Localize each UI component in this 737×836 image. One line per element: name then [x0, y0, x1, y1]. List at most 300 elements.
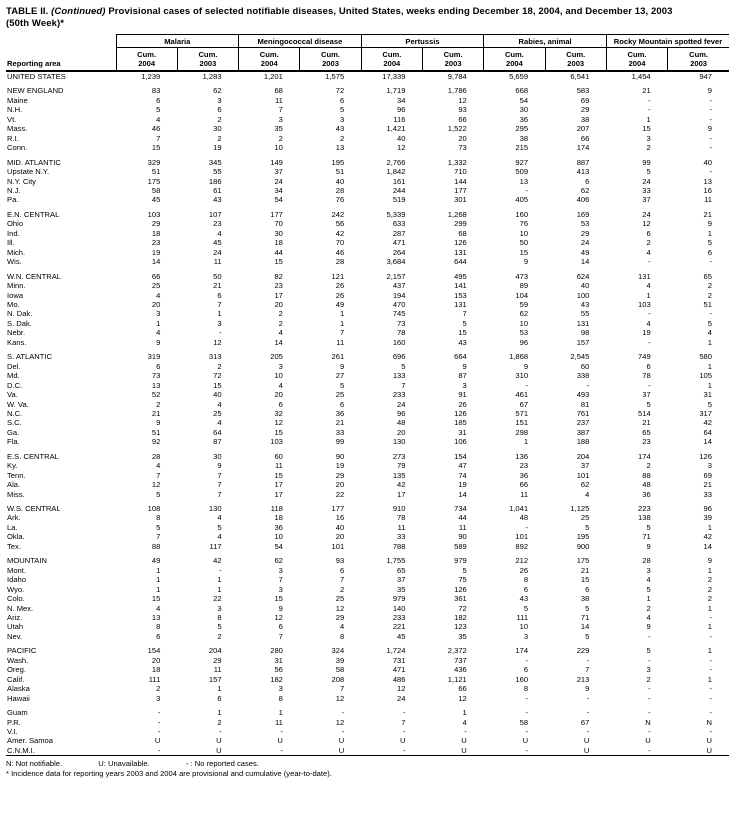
value-cell: 67 — [580, 717, 590, 727]
value-cell: 9 — [585, 684, 590, 694]
value-cell: 37 — [274, 167, 283, 177]
value-cell: 51 — [335, 167, 345, 177]
table-row-r-i — [6, 134, 729, 143]
value-cell: 29 — [580, 105, 590, 115]
reporting-area-cell: S. ATLANTIC — [7, 352, 53, 362]
value-cell: 42 — [703, 532, 712, 542]
value-cell: 436 — [454, 665, 467, 675]
value-cell: 4 — [217, 513, 222, 523]
value-cell: 34 — [397, 95, 406, 105]
value-cell: 493 — [576, 390, 590, 400]
value-cell: 237 — [576, 418, 590, 428]
value-cell: 11 — [336, 337, 345, 347]
value-cell: - — [648, 257, 651, 267]
table-title-label: TABLE II. — [6, 6, 49, 17]
reporting-area-cell: Wyo. — [7, 584, 25, 594]
value-cell: 16 — [335, 513, 345, 523]
table-row-ga — [6, 428, 729, 437]
value-cell: - — [157, 717, 161, 727]
value-cell: 1 — [707, 646, 712, 656]
reporting-area-cell: UNITED STATES — [7, 72, 66, 81]
value-cell: 26 — [335, 281, 345, 291]
value-cell: 1 — [646, 290, 651, 300]
value-cell: 644 — [454, 257, 467, 267]
value-cell: 5 — [585, 631, 590, 641]
value-cell: 100 — [576, 290, 590, 300]
value-cell: - — [402, 727, 406, 736]
reporting-area-cell: MID. ATLANTIC — [7, 157, 61, 167]
reporting-area-cell: Mich. — [7, 247, 26, 257]
value-cell: 53 — [580, 219, 590, 229]
value-cell: 54 — [519, 95, 529, 105]
value-cell: 6 — [339, 399, 345, 409]
value-cell: 29 — [335, 613, 345, 623]
value-cell: 8 — [217, 613, 222, 623]
reporting-area-cell: W.N. CENTRAL — [7, 271, 62, 281]
value-cell: 71 — [580, 613, 590, 623]
table-row-upstate-n-y — [6, 167, 729, 176]
value-cell: 9 — [707, 219, 712, 229]
value-cell: 1 — [156, 318, 161, 328]
value-cell: 58 — [151, 185, 161, 195]
value-cell: 10 — [274, 371, 283, 381]
value-cell: 19 — [458, 480, 467, 490]
value-cell: 48 — [397, 418, 406, 428]
value-cell: U — [706, 736, 712, 746]
value-cell: - — [525, 185, 529, 195]
value-cell: 204 — [576, 451, 590, 461]
value-cell: 66 — [458, 114, 467, 124]
value-cell: 7 — [339, 328, 345, 338]
value-cell: 31 — [274, 655, 283, 665]
reporting-area-cell: V.I. — [7, 727, 18, 736]
value-cell: 36 — [519, 470, 529, 480]
table-row-nebr — [6, 328, 729, 337]
table-row-n-dak — [6, 309, 729, 318]
value-cell: 1 — [707, 361, 712, 371]
value-cell: 3 — [278, 565, 283, 575]
value-cell: 28 — [151, 451, 161, 461]
value-cell: U — [338, 736, 345, 746]
value-cell: 21 — [335, 418, 345, 428]
value-cell: 93 — [335, 556, 345, 566]
value-cell: 19 — [642, 328, 651, 338]
value-cell: 20 — [335, 480, 345, 490]
value-cell: 213 — [576, 674, 590, 684]
value-cell: 2 — [707, 575, 712, 585]
value-cell: 18 — [151, 665, 161, 675]
value-cell: 9 — [707, 124, 712, 134]
value-cell: 186 — [208, 176, 222, 186]
value-cell: 15 — [458, 328, 467, 338]
value-cell: 66 — [580, 133, 590, 143]
value-cell: 72 — [458, 603, 467, 613]
table-row-nev — [6, 632, 729, 641]
value-cell: 3 — [156, 693, 161, 703]
reporting-area-cell: Mo. — [7, 299, 20, 309]
value-cell: 1 — [217, 708, 222, 718]
value-cell: - — [709, 655, 712, 665]
table-row-n-c — [6, 409, 729, 418]
value-cell: - — [586, 727, 590, 736]
reporting-area-cell: Md. — [7, 371, 20, 381]
value-cell: 892 — [515, 541, 529, 551]
value-cell: 7 — [156, 532, 161, 542]
reporting-area-cell: Wis. — [7, 257, 22, 267]
reporting-area-cell: Mass. — [7, 124, 28, 134]
value-cell: 103 — [147, 209, 161, 219]
value-cell: 6 — [339, 565, 345, 575]
value-cell: 2 — [217, 361, 222, 371]
value-cell: U — [645, 736, 651, 746]
value-cell: 1 — [339, 309, 345, 319]
value-cell: 486 — [392, 674, 406, 684]
value-cell: 53 — [519, 328, 529, 338]
value-cell: 138 — [638, 513, 651, 523]
table-row-kans — [6, 338, 729, 347]
value-cell: 88 — [642, 470, 651, 480]
value-cell: 96 — [703, 504, 712, 514]
table-row-okla — [6, 532, 729, 541]
reporting-area-cell: NEW ENGLAND — [7, 86, 64, 96]
value-cell: 12 — [274, 613, 283, 623]
value-cell: 1 — [217, 584, 222, 594]
value-cell: 7 — [217, 480, 222, 490]
value-cell: 36 — [642, 489, 651, 499]
value-cell: 509 — [515, 167, 529, 177]
value-cell: 7 — [217, 299, 222, 309]
value-cell: 83 — [151, 86, 161, 96]
value-cell: 212 — [515, 556, 529, 566]
value-cell: 2 — [646, 461, 651, 471]
value-cell: 9 — [707, 556, 712, 566]
value-cell: 979 — [392, 594, 406, 604]
table-row-ill — [6, 238, 729, 247]
value-cell: 30 — [213, 124, 222, 134]
value-cell: 6 — [217, 105, 222, 115]
value-cell: 19 — [151, 247, 161, 257]
value-cell: 6 — [156, 361, 161, 371]
value-cell: 21 — [703, 209, 712, 219]
value-cell: 5 — [156, 105, 161, 115]
value-cell: 126 — [454, 238, 467, 248]
value-cell: 2 — [707, 584, 712, 594]
value-cell: 40 — [703, 157, 712, 167]
value-cell: 470 — [392, 299, 406, 309]
value-cell: - — [341, 708, 345, 718]
value-cell: 7 — [278, 105, 283, 115]
value-cell: 54 — [274, 195, 283, 205]
group-header-row — [6, 35, 729, 48]
table-row-w-s-central — [6, 504, 729, 513]
value-cell: 62 — [580, 185, 590, 195]
value-cell: - — [709, 708, 712, 718]
value-cell: 52 — [151, 390, 161, 400]
value-cell: 72 — [335, 86, 345, 96]
value-cell: 136 — [515, 451, 529, 461]
value-cell: 696 — [392, 352, 406, 362]
value-cell: 5 — [156, 489, 161, 499]
reporting-area-cell: N.J. — [7, 185, 21, 195]
value-cell: 37 — [642, 195, 651, 205]
value-cell: 1 — [707, 522, 712, 532]
reporting-area-cell: Ariz. — [7, 613, 23, 623]
value-cell: 205 — [270, 352, 283, 362]
reporting-area-cell: Colo. — [7, 594, 25, 604]
value-cell: 11 — [275, 461, 283, 471]
table-row-s-dak — [6, 319, 729, 328]
column-group-rocky-mountain-spotted-fever: Rocky Mountain spotted fever — [606, 35, 729, 48]
value-cell: 12 — [335, 693, 345, 703]
table-row-n-mex — [6, 604, 729, 613]
reporting-area-cell: Mont. — [7, 565, 26, 575]
table-row-maine — [6, 96, 729, 105]
value-cell: 12 — [397, 143, 406, 153]
value-cell: 2 — [156, 684, 161, 694]
table-row-md — [6, 371, 729, 380]
value-cell: 3 — [278, 584, 283, 594]
value-cell: 5 — [523, 603, 529, 613]
value-cell: - — [709, 727, 712, 736]
value-cell: 2 — [217, 133, 222, 143]
value-cell: 33 — [703, 489, 712, 499]
value-cell: 19 — [335, 461, 345, 471]
table-row-tenn — [6, 471, 729, 480]
value-cell: 51 — [703, 299, 712, 309]
column-group-meningococcal-disease: Meningococcal disease — [239, 35, 362, 48]
value-cell: 745 — [392, 309, 406, 319]
value-cell: U — [461, 736, 467, 746]
value-cell: 910 — [392, 504, 406, 514]
value-cell: 2 — [156, 399, 161, 409]
value-cell: 42 — [213, 556, 222, 566]
reporting-area-cell: Maine — [7, 95, 28, 105]
reporting-area-cell: C.N.M.I. — [7, 745, 35, 755]
value-cell: 3 — [278, 114, 283, 124]
table-title-text: Provisional cases of selected notifiable diseases, United States, weeks ending December 18, 2004, and December 13, 2003 — [108, 6, 673, 17]
value-cell: 90 — [458, 532, 467, 542]
table-row-del — [6, 362, 729, 371]
value-cell: 1 — [646, 114, 651, 124]
value-cell: 233 — [392, 390, 406, 400]
value-cell: 215 — [515, 143, 529, 153]
value-cell: 20 — [151, 299, 161, 309]
value-cell: 26 — [519, 565, 529, 575]
value-cell: - — [709, 143, 712, 153]
column-group-rabies-animal: Rabies, animal — [484, 35, 607, 48]
reporting-area-cell: Tex. — [7, 541, 21, 551]
value-cell: 7 — [278, 575, 283, 585]
value-cell: 22 — [213, 594, 222, 604]
value-cell: 10 — [519, 318, 529, 328]
value-cell: 194 — [392, 290, 406, 300]
value-cell: 11 — [275, 95, 283, 105]
subheader-rmsf-cum-2004: Cum. 2004 — [606, 48, 667, 72]
value-cell: 39 — [703, 513, 712, 523]
value-cell: 437 — [392, 281, 406, 291]
value-cell: 101 — [576, 470, 590, 480]
value-cell: 8 — [156, 513, 161, 523]
value-cell: 15 — [274, 470, 283, 480]
table-row-wyo — [6, 585, 729, 594]
value-cell: 1 — [707, 380, 712, 390]
subheader-rabies-cum-2003: Cum. 2003 — [545, 48, 606, 72]
value-cell: 24 — [397, 693, 406, 703]
value-cell: 473 — [515, 271, 529, 281]
value-cell: 4 — [278, 328, 283, 338]
value-cell: 117 — [209, 541, 222, 551]
value-cell: 14 — [703, 437, 712, 447]
value-cell: 9 — [156, 418, 161, 428]
value-cell: - — [525, 380, 529, 390]
value-cell: 4 — [646, 575, 651, 585]
value-cell: 15 — [274, 427, 283, 437]
value-cell: - — [709, 631, 712, 641]
value-cell: 6 — [278, 622, 283, 632]
value-cell: 14 — [703, 541, 712, 551]
value-cell: 7 — [401, 717, 406, 727]
value-cell: 49 — [151, 556, 161, 566]
value-cell: 900 — [576, 541, 590, 551]
value-cell: 1,125 — [570, 504, 590, 514]
value-cell: 8 — [278, 693, 283, 703]
value-cell: 35 — [274, 124, 283, 134]
table-row-n-j — [6, 186, 729, 195]
value-cell: 182 — [454, 613, 467, 623]
value-cell: 8 — [523, 575, 529, 585]
value-cell: 1,041 — [509, 504, 529, 514]
reporting-area-cell: E.N. CENTRAL — [7, 209, 60, 219]
reporting-area-cell: N.Y. City — [7, 176, 36, 186]
reporting-area-cell: Ga. — [7, 427, 20, 437]
value-cell: 66 — [458, 684, 467, 694]
table-row-mont — [6, 566, 729, 575]
reporting-area-cell: Upstate N.Y. — [7, 167, 50, 177]
table-row-hawaii — [6, 694, 729, 703]
value-cell: - — [648, 380, 651, 390]
value-cell: 90 — [335, 451, 345, 461]
value-cell: 1,719 — [386, 86, 406, 96]
value-cell: 1 — [217, 309, 222, 319]
value-cell: 4 — [156, 603, 161, 613]
value-cell: 4 — [646, 247, 651, 257]
value-cell: 78 — [397, 328, 406, 338]
value-cell: 68 — [274, 86, 283, 96]
value-cell: - — [157, 745, 161, 755]
value-cell: 4 — [217, 399, 222, 409]
value-cell: 2,372 — [447, 646, 467, 656]
value-cell: 13 — [703, 176, 712, 186]
value-cell: 70 — [335, 238, 345, 248]
value-cell: 5,339 — [386, 209, 406, 219]
value-cell: 20 — [397, 427, 406, 437]
value-cell: 6 — [278, 399, 283, 409]
value-cell: 3 — [707, 461, 712, 471]
value-cell: 1 — [523, 437, 529, 447]
value-cell: 30 — [274, 228, 283, 238]
value-cell: 3,684 — [386, 257, 406, 267]
value-cell: 98 — [580, 328, 590, 338]
value-cell: 29 — [213, 655, 222, 665]
value-cell: 24 — [580, 238, 590, 248]
table-row-s-atlantic — [6, 352, 729, 361]
value-cell: 6 — [339, 95, 345, 105]
value-cell: 154 — [147, 646, 161, 656]
value-cell: U — [522, 736, 529, 746]
value-cell: 2 — [646, 603, 651, 613]
value-cell: 221 — [392, 622, 406, 632]
value-cell: 12 — [151, 480, 161, 490]
value-cell: 43 — [519, 594, 529, 604]
value-cell: 93 — [458, 105, 467, 115]
value-cell: 29 — [335, 470, 345, 480]
subheader-pertussis-cum-2004: Cum. 2004 — [361, 48, 422, 72]
value-cell: 61 — [213, 185, 222, 195]
value-cell: 11 — [397, 522, 406, 532]
value-cell: - — [525, 745, 529, 755]
value-cell: 40 — [397, 133, 406, 143]
value-cell: - — [219, 727, 222, 736]
table-row-wash — [6, 656, 729, 665]
value-cell: 108 — [147, 504, 161, 514]
reporting-area-cell: Utah — [7, 622, 24, 632]
value-cell: 5 — [707, 399, 712, 409]
value-cell: 169 — [576, 209, 590, 219]
value-cell: 6 — [156, 95, 161, 105]
value-cell: 4 — [217, 228, 222, 238]
value-cell: - — [525, 727, 529, 736]
value-cell: 15 — [274, 257, 283, 267]
value-cell: 107 — [208, 209, 222, 219]
value-cell: 17 — [274, 290, 283, 300]
value-cell: 45 — [151, 195, 161, 205]
table-row-va — [6, 390, 729, 399]
value-cell: - — [648, 631, 651, 641]
value-cell: 7 — [339, 684, 345, 694]
value-cell: 103 — [270, 437, 283, 447]
value-cell: 927 — [515, 157, 529, 167]
value-cell: 413 — [576, 167, 590, 177]
reporting-area-cell: Fla. — [7, 437, 20, 447]
value-cell: 4 — [217, 532, 222, 542]
value-cell: 12 — [458, 95, 467, 105]
value-cell: 43 — [580, 299, 590, 309]
value-cell: - — [648, 745, 651, 755]
value-cell: 144 — [454, 176, 467, 186]
value-cell: 87 — [213, 437, 222, 447]
value-cell: 6 — [217, 290, 222, 300]
value-cell: 244 — [392, 185, 406, 195]
column-group-pertussis: Pertussis — [361, 35, 484, 48]
value-cell: 49 — [580, 247, 590, 257]
value-cell: 12 — [397, 684, 406, 694]
value-cell: - — [709, 684, 712, 694]
value-cell: 324 — [331, 646, 345, 656]
value-cell: 15 — [519, 247, 529, 257]
value-cell: 103 — [638, 299, 651, 309]
value-cell: 65 — [642, 427, 651, 437]
value-cell: 72 — [213, 371, 222, 381]
value-cell: 12 — [642, 219, 651, 229]
table-row-calif — [6, 675, 729, 684]
value-cell: 19 — [213, 143, 222, 153]
table-row-ariz — [6, 613, 729, 622]
value-cell: 116 — [393, 114, 406, 124]
value-cell: 24 — [642, 209, 651, 219]
value-cell: 1,421 — [386, 124, 406, 134]
value-cell: 14 — [580, 257, 590, 267]
reporting-area-cell: P.R. — [7, 717, 21, 727]
